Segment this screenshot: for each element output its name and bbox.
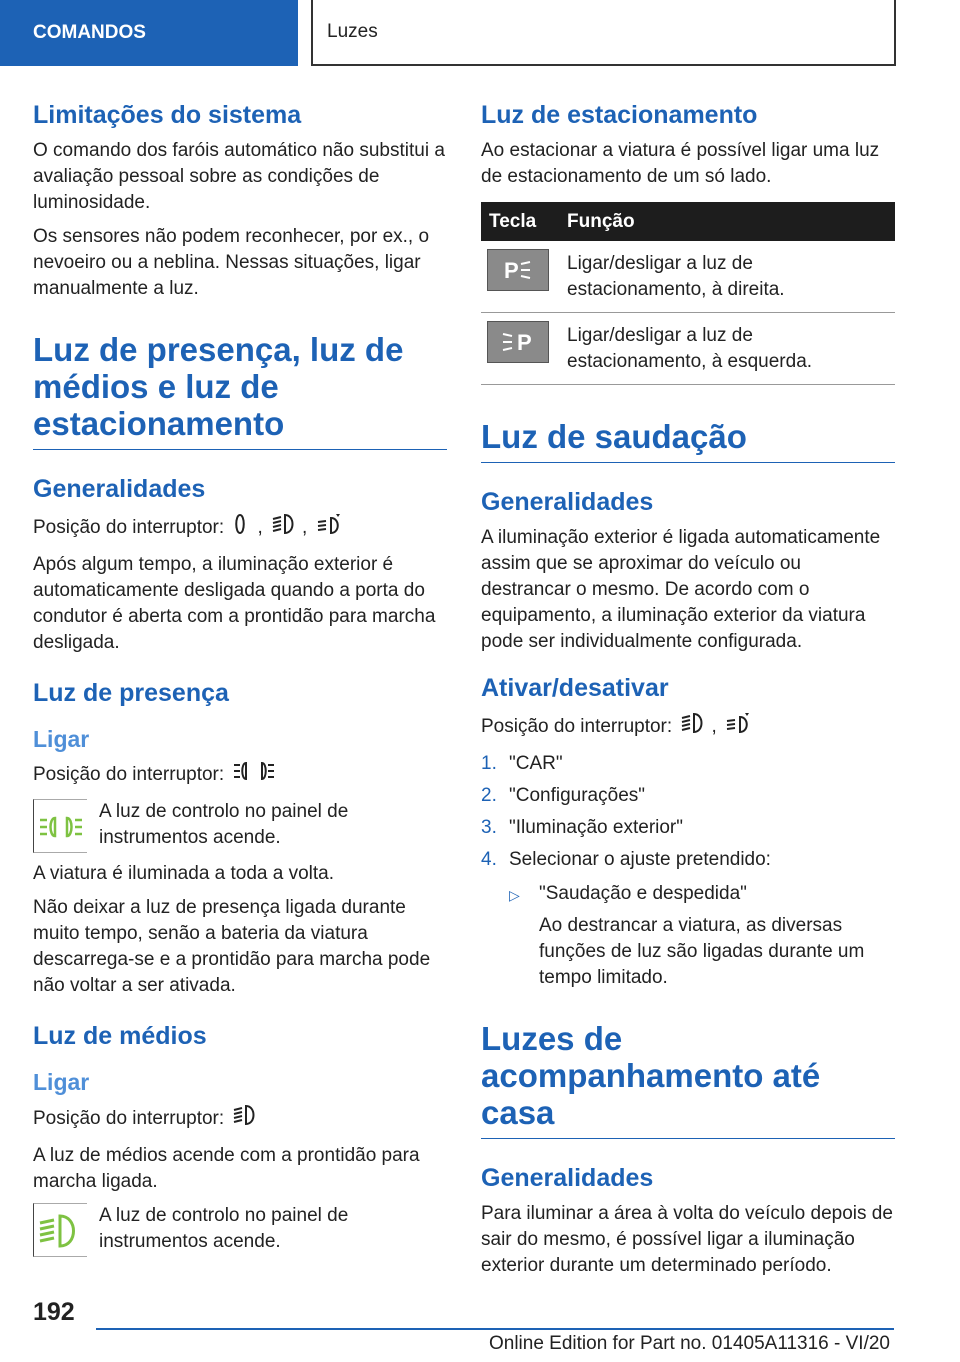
- limitations-paragraph-2: Os sensores não podem reconhecer, por ex., o nevoeiro ou a neblina. Nessas situações, ligar manualmente a luz.: [33, 226, 430, 299]
- auto-beam-icon: [316, 512, 344, 544]
- limitations-paragraph-1: O comando dos faróis automático não substitui a avaliação pessoal sobre as condições de luminosidade.: [33, 140, 445, 213]
- low-beam-icon: [680, 711, 708, 743]
- low-beam-note-text: A luz de controlo no painel de instrumentos acende.: [99, 1205, 349, 1253]
- step-number: 2.: [481, 784, 497, 806]
- step-text: "CAR": [509, 752, 563, 774]
- step-number: 1.: [481, 752, 497, 774]
- comma-separator: ,: [257, 516, 263, 538]
- switch-position-line: [33, 512, 447, 544]
- auto-headlight-icon: [232, 512, 254, 544]
- key-cell: [481, 313, 559, 385]
- general-heading: Generalidades: [33, 474, 206, 503]
- presence-light-heading: Luz de presença: [33, 678, 229, 707]
- presence-note-text: A luz de controlo no painel de instrumentos acende.: [99, 801, 349, 849]
- table-header-row: [481, 202, 895, 241]
- triangle-bullet-icon: ▷: [509, 886, 520, 903]
- step-text: "Iluminação exterior": [509, 816, 684, 838]
- low-beam-on-heading: Ligar: [33, 1069, 90, 1096]
- green-parking-indicator-icon: [33, 799, 87, 853]
- header-key: Tecla: [481, 202, 559, 241]
- presence-on-heading: Ligar: [33, 725, 90, 752]
- comma-separator-2: ,: [302, 516, 308, 538]
- list-item: [481, 815, 895, 841]
- parking-light-paragraph: Ao estacionar a viatura é possível ligar uma luz de estacionamento de um só lado.: [481, 140, 880, 187]
- left-column: [33, 100, 447, 1265]
- auto-beam-icon: [725, 711, 753, 743]
- section-header: [311, 0, 896, 66]
- table-row: [481, 313, 895, 385]
- low-beam-switch-icon: [232, 1103, 260, 1135]
- parking-keys-table: [481, 202, 895, 385]
- sub-option-description: Ao destrancar a viatura, as diversas funções de luz são ligadas durante um tempo limitado.: [539, 914, 865, 988]
- low-beam-switch-line: [33, 1103, 447, 1135]
- chapter-label: COMANDOS: [33, 22, 146, 43]
- home-paragraph: Para iluminar a área à volta do veículo depois de sair do mesmo, é possível ligar a iluminação exterior durante um determinado período.: [481, 1202, 893, 1276]
- section-label: Luzes: [327, 21, 378, 42]
- low-beam-switch-label: Posição do interruptor:: [33, 1108, 225, 1130]
- low-beam-heading: Luz de médios: [33, 1022, 207, 1051]
- parking-lights-icon: [232, 759, 276, 791]
- general-paragraph: Após algum tempo, a iluminação exterior é automaticamente desligada quando a porta do condutor é aberta com a prontidão para marcha desligada.: [33, 553, 436, 653]
- function-cell: Ligar/desligar a luz de estacionamento, à direita.: [559, 241, 895, 313]
- presence-switch-label: Posição do interruptor:: [33, 764, 225, 786]
- step-text: "Configurações": [509, 784, 646, 806]
- list-item: [481, 847, 895, 873]
- home-light-title: Luzes de acompanhamento até casa: [481, 1021, 895, 1139]
- welcome-paragraph: A iluminação exterior é ligada automaticamente assim que se aproximar do veículo ou destrancar o mesmo. De acordo com o equipamento, a iluminação exterior da viatura pode ser individualmente configurada.: [481, 526, 881, 652]
- parking-light-heading: Luz de estacionamento: [481, 101, 758, 129]
- green-low-beam-indicator-icon: [33, 1203, 87, 1257]
- main-section-title: Luz de presença, luz de médios e luz de estacionamento: [33, 332, 447, 450]
- chapter-tab: [0, 0, 298, 66]
- parking-right-key-icon: [487, 249, 549, 291]
- svg-text:P: P: [504, 258, 519, 283]
- sub-option-label: "Saudação e despedida": [539, 882, 747, 904]
- welcome-light-title: Luz de saudação: [481, 419, 895, 463]
- footer-edition: Online Edition for Part no. 01405A11316 - VI/20: [488, 1333, 890, 1354]
- low-beam-paragraph: A luz de médios acende com a prontidão para marcha ligada.: [33, 1145, 420, 1193]
- parking-left-key-icon: [487, 321, 549, 363]
- activate-heading: Ativar/desativar: [481, 673, 669, 702]
- low-beam-icon: [271, 512, 299, 544]
- welcome-general-heading: Generalidades: [481, 487, 654, 516]
- activate-switch-label: Posição do interruptor:: [481, 715, 673, 737]
- comma-separator: ,: [711, 715, 717, 737]
- list-item: [481, 783, 895, 809]
- page-number: 192: [33, 1298, 75, 1326]
- right-column: [481, 100, 895, 1287]
- presence-indicator-note: [33, 799, 447, 853]
- low-beam-indicator-note: [33, 1203, 447, 1257]
- activate-switch-line: [481, 711, 895, 743]
- table-row: [481, 241, 895, 313]
- step-text: Selecionar o ajuste pretendido:: [509, 848, 771, 870]
- limitations-heading: Limitações do sistema: [33, 101, 302, 129]
- footer-divider: [96, 1328, 894, 1330]
- step-number: 4.: [481, 848, 497, 870]
- step-number: 3.: [481, 816, 497, 838]
- home-general-heading: Generalidades: [481, 1163, 654, 1192]
- presence-paragraph-1: A viatura é iluminada a toda a volta.: [33, 863, 335, 885]
- steps-list: [481, 751, 895, 873]
- presence-paragraph-2: Não deixar a luz de presença ligada durante muito tempo, senão a bateria da viatura descarrega-se e a prontidão para marcha pode não voltar a ser ativada.: [33, 897, 431, 997]
- function-cell: Ligar/desligar a luz de estacionamento, à esquerda.: [559, 313, 895, 385]
- key-cell: [481, 241, 559, 313]
- switch-position-label: Posição do interruptor:: [33, 516, 225, 538]
- svg-text:P: P: [517, 330, 532, 355]
- presence-switch-line: [33, 759, 447, 791]
- sub-option: [509, 881, 895, 991]
- list-item: [481, 751, 895, 777]
- header-function: Função: [559, 202, 895, 241]
